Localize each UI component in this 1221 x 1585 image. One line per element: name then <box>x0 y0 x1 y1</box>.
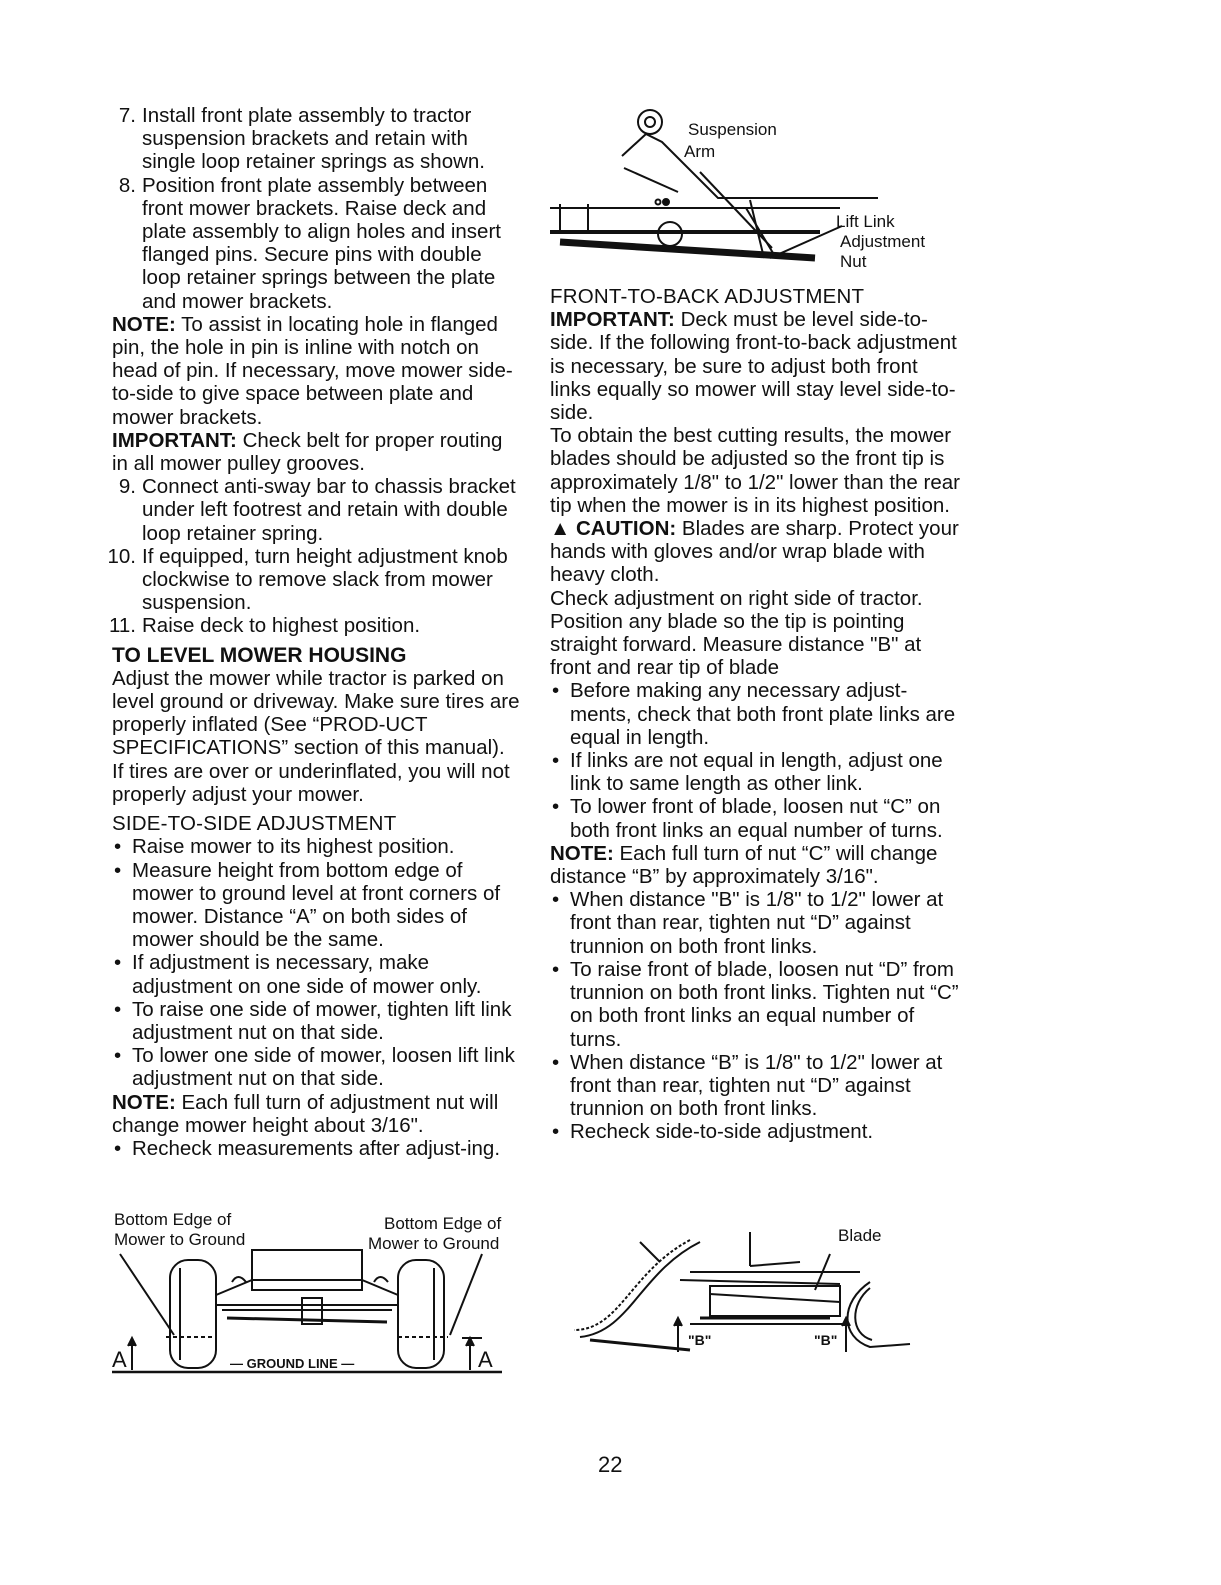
note-2 <box>112 1091 520 1137</box>
step-text: Position front plate assembly between front mower brackets. Raise deck and plate assembly to align holes and insert flanged pins. Secure pins with double loop retainer springs between the plate and mower brackets. <box>142 173 501 313</box>
label-bottom-edge-right-1: Bottom Edge of <box>384 1214 502 1233</box>
step-8 <box>112 174 520 313</box>
important-label: IMPORTANT: <box>550 308 675 332</box>
label-ground-line: — GROUND LINE — <box>230 1356 355 1371</box>
note-label: NOTE: <box>112 1090 176 1114</box>
step-number: 8. <box>118 173 136 197</box>
warning-triangle-icon: ▲ <box>550 517 571 541</box>
note-label: NOTE: <box>550 841 614 865</box>
important-1 <box>112 429 520 475</box>
ground-line-figure <box>112 1210 532 1385</box>
caution <box>550 517 962 587</box>
step-11 <box>109 614 520 638</box>
label-lift-link: Lift Link <box>836 212 895 231</box>
label-suspension: Suspension <box>688 120 777 139</box>
important-label: IMPORTANT: <box>112 428 237 452</box>
level-heading: TO LEVEL MOWER HOUSING <box>112 643 407 667</box>
bullet-item: • To raise front of blade, loosen nut “D” from trunnion on both front links. Tighten nut “C” on both front links an equal number of turns. <box>552 957 959 1051</box>
bullet-item: • To lower one side of mower, loosen lift link adjustment nut on that side. <box>114 1044 515 1091</box>
left-column <box>107 104 520 1160</box>
right-column <box>550 285 962 1144</box>
step-text: Install front plate assembly to tractor suspension brackets and retain with single loop retainer springs as shown. <box>142 104 485 174</box>
bullet-item: • If adjustment is necessary, make adjustment on one side of mower only. <box>114 951 482 998</box>
blade-figure <box>570 1222 920 1372</box>
caution-label: CAUTION: <box>576 517 677 541</box>
level-text: Adjust the mower while tractor is parked on level ground or driveway. Make sure tires are properly inflated (See “PROD-UCT SPECIFICATIONS” section of this manual). If tires are over or underinflated, you will not properly adjust your mower. <box>112 666 520 806</box>
step-9 <box>112 475 520 545</box>
label-adjustment: Adjustment <box>840 232 926 251</box>
bullet-item: • When distance "B" is 1/8" to 1/2" lower at front than rear, tighten nut “D” against trunnion on both front links. <box>552 888 944 958</box>
note-text: To assist in locating hole in flanged pin, the hole in pin is inline with notch on head of pin. If necessary, move mower side-to-side to give space between plate and mower brackets. <box>112 312 513 429</box>
bullet-item: • If links are not equal in length, adjust one link to same length as other link. <box>552 749 943 796</box>
cutting-results-text: To obtain the best cutting results, the mower blades should be adjusted so the front tip is approximately 1/8" to 1/2" lower than the rear tip when the mower is in its highest position. <box>550 424 960 517</box>
caution-text: Blades are sharp. Protect your hands with gloves and/or wrap blade with heavy cloth. <box>550 517 959 587</box>
label-b-front: "B" <box>688 1332 712 1348</box>
page-number: 22 <box>598 1452 623 1477</box>
bullet-item: • Recheck measurements after adjust-ing. <box>114 1136 501 1160</box>
check-adjustment-text: Check adjustment on right side of tractor. Position any blade so the tip is pointing straight forward. Measure distance "B" at front and rear tip of blade <box>550 586 923 680</box>
note-text: Each full turn of nut “C” will change distance “B” by approximately 3/16". <box>550 841 938 889</box>
label-nut: Nut <box>840 252 867 271</box>
important-2 <box>550 308 962 424</box>
note-text: Each full turn of adjustment nut will change mower height about 3/16". <box>112 1090 499 1137</box>
label-bottom-edge-left-1: Bottom Edge of <box>114 1210 232 1229</box>
label-arm: Arm <box>684 142 716 161</box>
suspension-figure <box>550 108 950 278</box>
label-a-left: A <box>112 1347 127 1372</box>
front-to-back-heading: FRONT-TO-BACK ADJUSTMENT <box>550 285 865 308</box>
step-text: Raise deck to highest position. <box>142 614 421 638</box>
bullet-item: • Measure height from bottom edge of mower to ground level at front corners of mower. Distance “A” on both sides of mower should be the same. <box>114 858 501 952</box>
note-1 <box>112 313 520 429</box>
step-number: 9. <box>118 475 136 499</box>
step-number: 7. <box>118 104 136 127</box>
bullet-item: • Before making any necessary adjust-ments, check that both front plate links are equal in length. <box>552 679 956 749</box>
label-blade: Blade <box>838 1226 882 1245</box>
label-bottom-edge-left-2: Mower to Ground <box>114 1230 246 1249</box>
step-number: 10. <box>107 544 136 568</box>
bullet-item: • To lower front of blade, loosen nut “C” on both front links an equal number of turns. <box>552 795 943 842</box>
bullet-item: • When distance “B” is 1/8" to 1/2" lower at front than rear, tighten nut “D” against trunnion on both front links. <box>552 1050 943 1121</box>
important-text: Deck must be level side-to-side. If the following front-to-back adjustment is necessary, be sure to adjust both front links equally so mower will stay level side-to-side. <box>550 308 957 425</box>
note-3 <box>550 842 962 888</box>
label-bottom-edge-right-2: Mower to Ground <box>368 1234 500 1253</box>
step-text: If equipped, turn height adjustment knob clockwise to remove slack from mower suspension. <box>142 544 508 615</box>
label-a-right: A <box>478 1347 493 1372</box>
step-text: Connect anti-sway bar to chassis bracket under left footrest and retain with double loop retainer spring. <box>142 475 516 545</box>
label-b-rear: "B" <box>814 1332 838 1348</box>
side-to-side-heading: SIDE-TO-SIDE ADJUSTMENT <box>112 812 397 836</box>
step-number: 11. <box>109 614 136 638</box>
bullet-item: • Recheck side-to-side adjustment. <box>552 1120 874 1144</box>
step-7 <box>112 104 520 174</box>
important-text: Check belt for proper routing in all mower pulley grooves. <box>112 428 503 476</box>
note-label: NOTE: <box>112 312 176 336</box>
bullet-item: • Raise mower to its highest position. <box>114 835 455 859</box>
bullet-item: • To raise one side of mower, tighten lift link adjustment nut on that side. <box>114 997 512 1044</box>
step-10 <box>107 544 520 615</box>
